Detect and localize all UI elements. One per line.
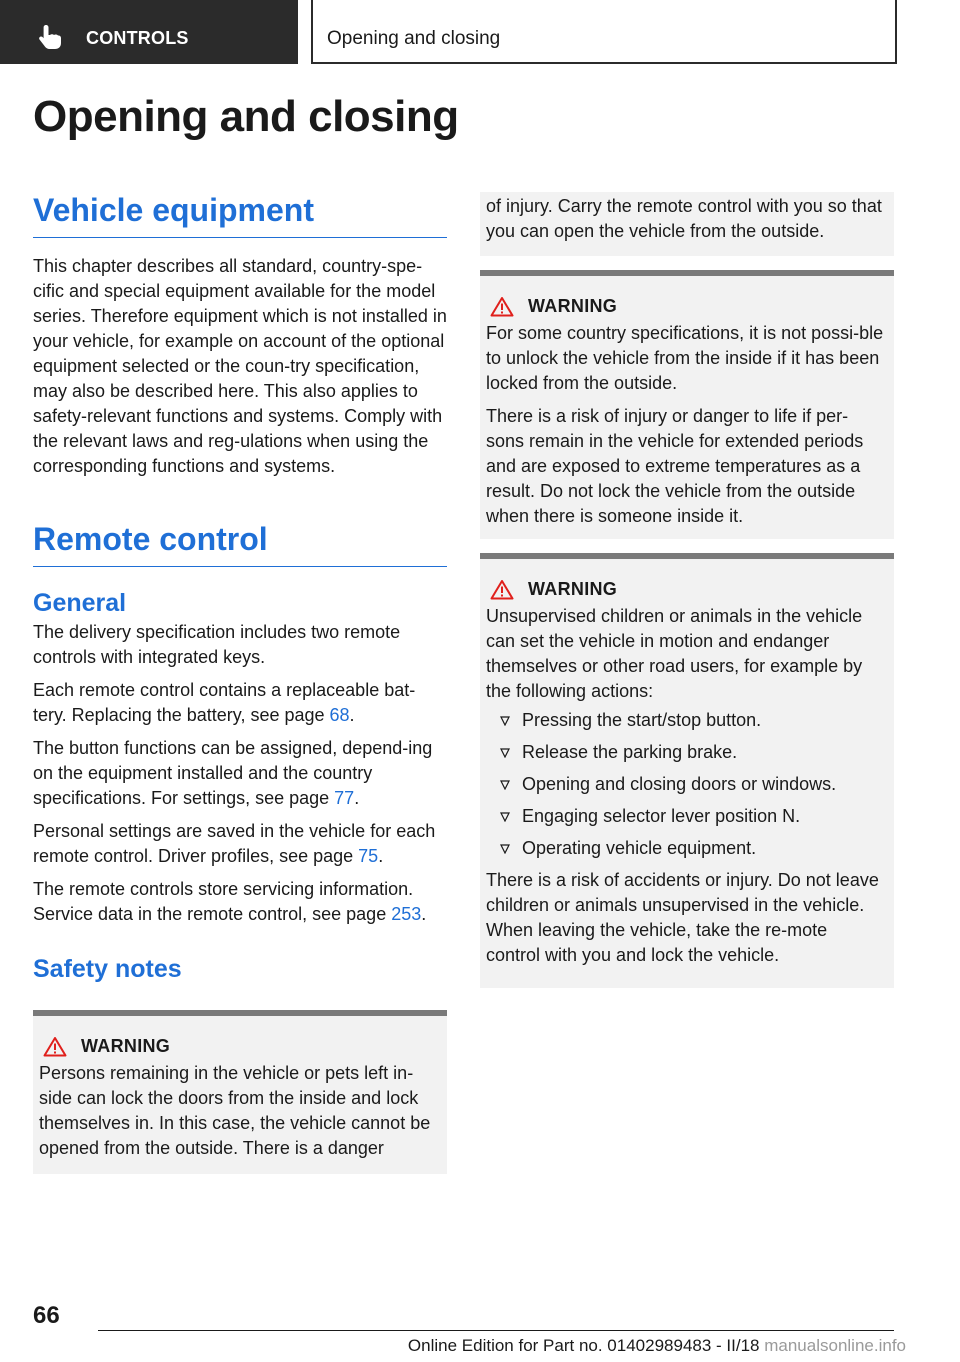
heading-general: General — [33, 589, 127, 617]
warning-title-1: WARNING — [39, 1016, 439, 1057]
left-column — [33, 192, 447, 1174]
section-label: CONTROLS — [86, 28, 189, 48]
general-p3: The button functions can be assigned, depend-ing on the equipment installed and the country specifications. For settings, see page 77. — [33, 738, 433, 808]
page-number: 66 — [33, 1302, 60, 1329]
warning-triangle-icon — [490, 579, 514, 600]
warning-title-2: WARNING — [486, 276, 886, 317]
page-link-75[interactable]: 75 — [358, 846, 379, 866]
warning-text-1: Persons remaining in the vehicle or pets left in-side can lock the doors from the inside and lock themselves in. In this case, the vehicle cannot be opened from the outside. There is a danger — [39, 1063, 431, 1158]
list-item: Opening and closing doors or windows. — [486, 772, 886, 797]
right-column — [480, 192, 894, 988]
warning-box-2 — [480, 270, 894, 539]
general-p2: Each remote control contains a replaceable bat-tery. Replacing the battery, see page 68. — [33, 680, 416, 725]
triangle-bullet-icon — [500, 812, 510, 822]
vehicle-equipment-text: This chapter describes all standard, country-spe-cific and special equipment available for the model series. Therefore equipment which is not installed in your vehicle, for example on account of the optional equipment selected or the coun-try specification, may also be described here. This also applies to safety-relevant functions and systems. Comply with the relevant laws and reg-ulations when using the corresponding functions and systems. — [33, 256, 447, 476]
page-title: Opening and closing — [33, 92, 459, 141]
heading-vehicle-equipment: Vehicle equipment — [33, 192, 447, 238]
warning-3-p1: Unsupervised children or animals in the vehicle can set the vehicle in motion and endanger themselves or other road users, for example by the following actions: — [486, 606, 863, 701]
general-p4: Personal settings are saved in the vehicle for each remote control. Driver profiles, see page 75. — [33, 821, 436, 866]
footer-divider — [98, 1330, 894, 1331]
warning-2-p1: For some country specifications, it is not possi-ble to unlock the vehicle from the inside if it has been locked from the outside. — [486, 323, 884, 393]
list-item: Release the parking brake. — [486, 740, 886, 765]
warning-3-p2: There is a risk of accidents or injury. Do not leave children or animals unsupervised in the vehicle. When leaving the vehicle, take the re-mote control with you and lock the vehicle. — [486, 870, 879, 965]
general-p5: The remote controls store servicing information. Service data in the remote control, see page 253. — [33, 879, 427, 924]
warning-box-1 — [33, 1010, 447, 1174]
triangle-bullet-icon — [500, 844, 510, 854]
warning-text-1-continued: of injury. Carry the remote control with you so that you can open the vehicle from the outside. — [486, 196, 882, 241]
warning-2-p2: There is a risk of injury or danger to life if per-sons remain in the vehicle for extended periods and are exposed to extreme temperatures as a result. Do not lock the vehicle from the outside when there is someone inside it. — [486, 406, 864, 526]
header-title-box — [311, 0, 897, 64]
header-title: Opening and closing — [327, 28, 501, 49]
warning-triangle-icon — [490, 296, 514, 317]
watermark: manualsonline.info — [764, 1336, 906, 1355]
warning-3-list — [486, 708, 886, 861]
page-link-68[interactable]: 68 — [329, 705, 350, 725]
list-item: Pressing the start/stop button. — [486, 708, 886, 733]
triangle-bullet-icon — [500, 780, 510, 790]
general-p1: The delivery specification includes two remote controls with integrated keys. — [33, 622, 401, 667]
warning-title-3: WARNING — [486, 559, 886, 600]
footer-edition: Online Edition for Part no. 01402989483 - II/18 manualsonline.info — [407, 1336, 906, 1355]
section-tab — [0, 0, 298, 64]
heading-remote-control: Remote control — [33, 521, 447, 567]
list-item: Engaging selector lever position N. — [486, 804, 886, 829]
page-link-253[interactable]: 253 — [391, 904, 422, 924]
warning-box-1-continued — [480, 192, 894, 256]
triangle-bullet-icon — [500, 716, 510, 726]
heading-safety-notes: Safety notes — [33, 955, 182, 983]
hand-pointer-icon — [38, 24, 62, 50]
list-item: Operating vehicle equipment. — [486, 836, 886, 861]
warning-triangle-icon — [43, 1036, 67, 1057]
triangle-bullet-icon — [500, 748, 510, 758]
warning-box-3 — [480, 553, 894, 988]
page-link-77[interactable]: 77 — [334, 788, 355, 808]
